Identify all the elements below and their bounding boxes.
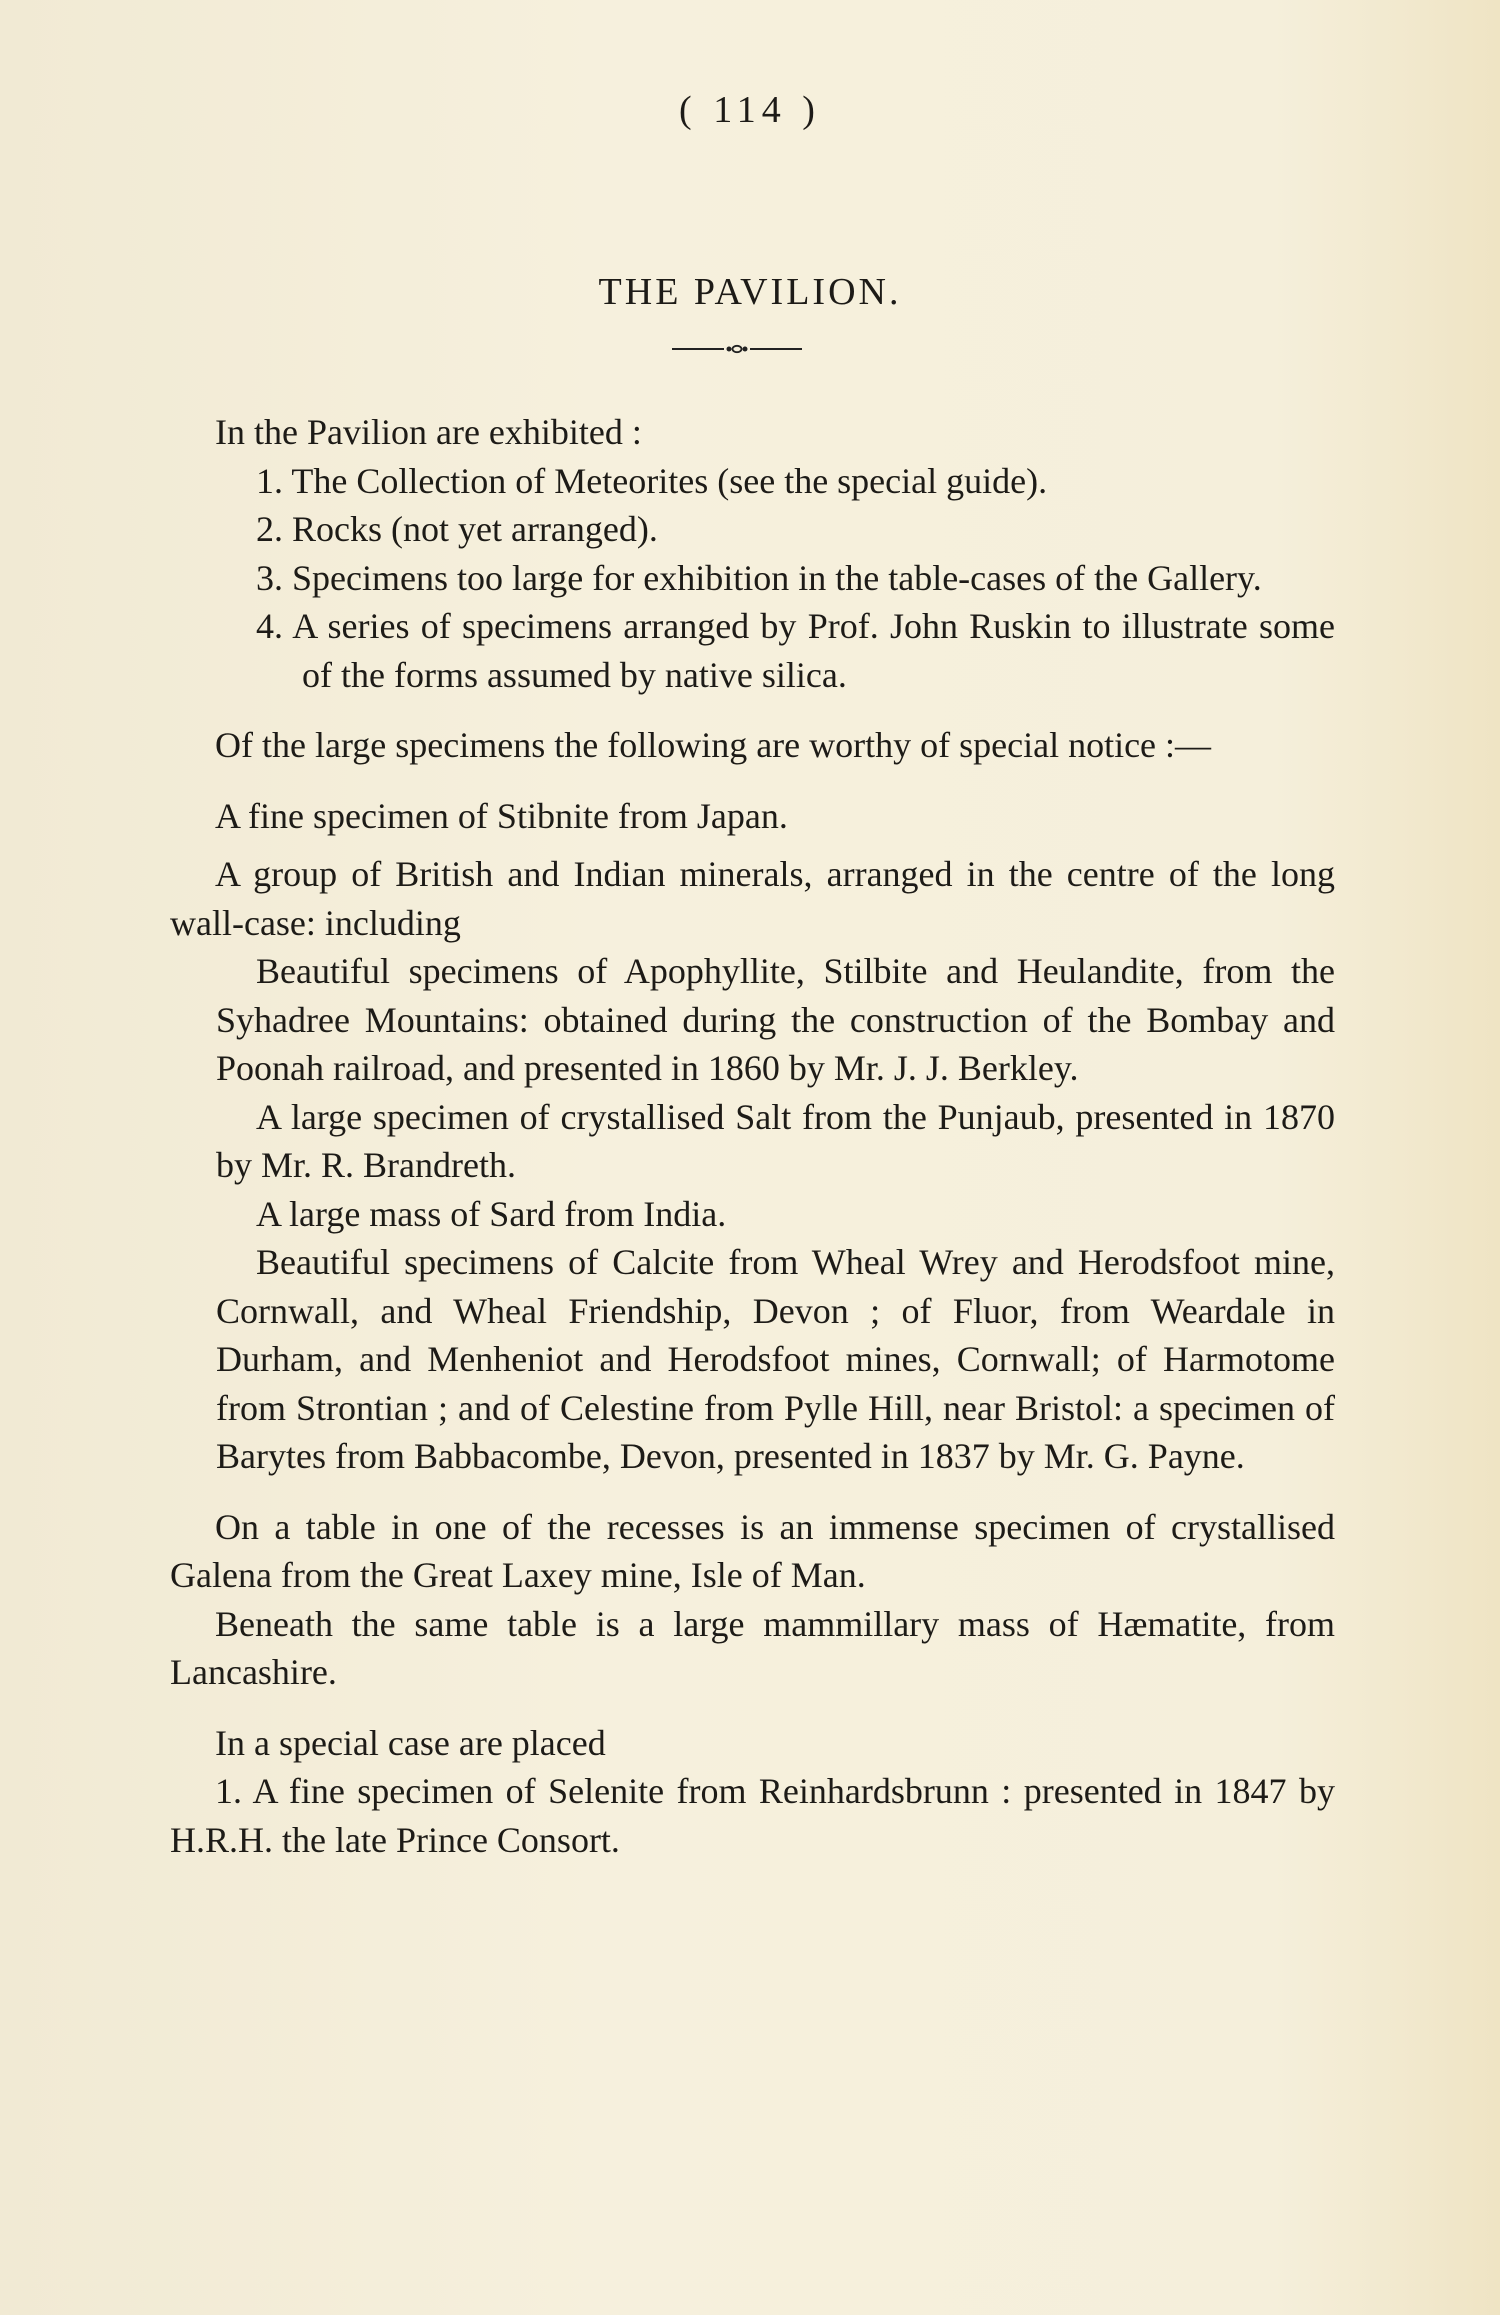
page-body bbox=[170, 408, 1335, 1864]
paragraph-apophyllite: Beautiful specimens of Apophyllite, Stilbite and Heulandite, from the Syhadree Mountains: obtained during the construction of the Bombay and Poonah railroad, and presented in 1860 by Mr. J. J. Berkley. bbox=[216, 951, 1335, 1088]
paragraph-calcite: Beautiful specimens of Calcite from Wheal Wrey and Herodsfoot mine, Cornwall, and Wheal Friendship, Devon ; of Fluor, from Weardale in Durham, and Menheniot and Herodsfoot mines, Cornwall; of Harmotome from Strontian ; and of Celestine from Pylle Hill, near Bristol: a specimen of Barytes from Babbacombe, Devon, presented in 1837 by Mr. G. Payne. bbox=[216, 1242, 1335, 1476]
title-ornament bbox=[672, 343, 802, 355]
list-item: 2. Rocks (not yet arranged). bbox=[256, 509, 658, 549]
group-details bbox=[170, 947, 1335, 1481]
paragraph-haematite: Beneath the same table is a large mammillary mass of Hæmatite, from Lancashire. bbox=[170, 1603, 1335, 1692]
paragraph-stibnite: A fine specimen of Stibnite from Japan. bbox=[215, 795, 788, 836]
paragraph-sard: A large mass of Sard from India. bbox=[256, 1193, 727, 1234]
paragraph-special-case: In a special case are placed bbox=[215, 1722, 606, 1763]
list-item: 4. A series of specimens arranged by Prof. John Ruskin to illustrate some of the forms assumed by native silica. bbox=[256, 606, 1335, 695]
paragraph-group: A group of British and Indian minerals, arranged in the centre of the long wall-case: including bbox=[170, 854, 1335, 943]
page-number: ( 114 ) bbox=[679, 89, 821, 131]
paragraph-salt: A large specimen of crystallised Salt from the Punjaub, presented in 1870 by Mr. R. Brandreth. bbox=[216, 1096, 1335, 1185]
paragraph-large-specimens: Of the large specimens the following are worthy of special notice :— bbox=[215, 725, 1212, 765]
section-title: THE PAVILION. bbox=[598, 271, 902, 313]
intro-paragraph: In the Pavilion are exhibited : bbox=[215, 412, 642, 452]
list-item: 1. The Collection of Meteorites (see the special guide). bbox=[256, 460, 1048, 501]
list-item: 3. Specimens too large for exhibition in the table-cases of the Gallery. bbox=[256, 557, 1262, 598]
paragraph-selenite: 1. A fine specimen of Selenite from Reinhardsbrunn : presented in 1847 by H.R.H. the late Prince Consort. bbox=[170, 1771, 1335, 1860]
paragraph-galena: On a table in one of the recesses is an immense specimen of crystallised Galena from the Great Laxey mine, Isle of Man. bbox=[170, 1506, 1335, 1595]
